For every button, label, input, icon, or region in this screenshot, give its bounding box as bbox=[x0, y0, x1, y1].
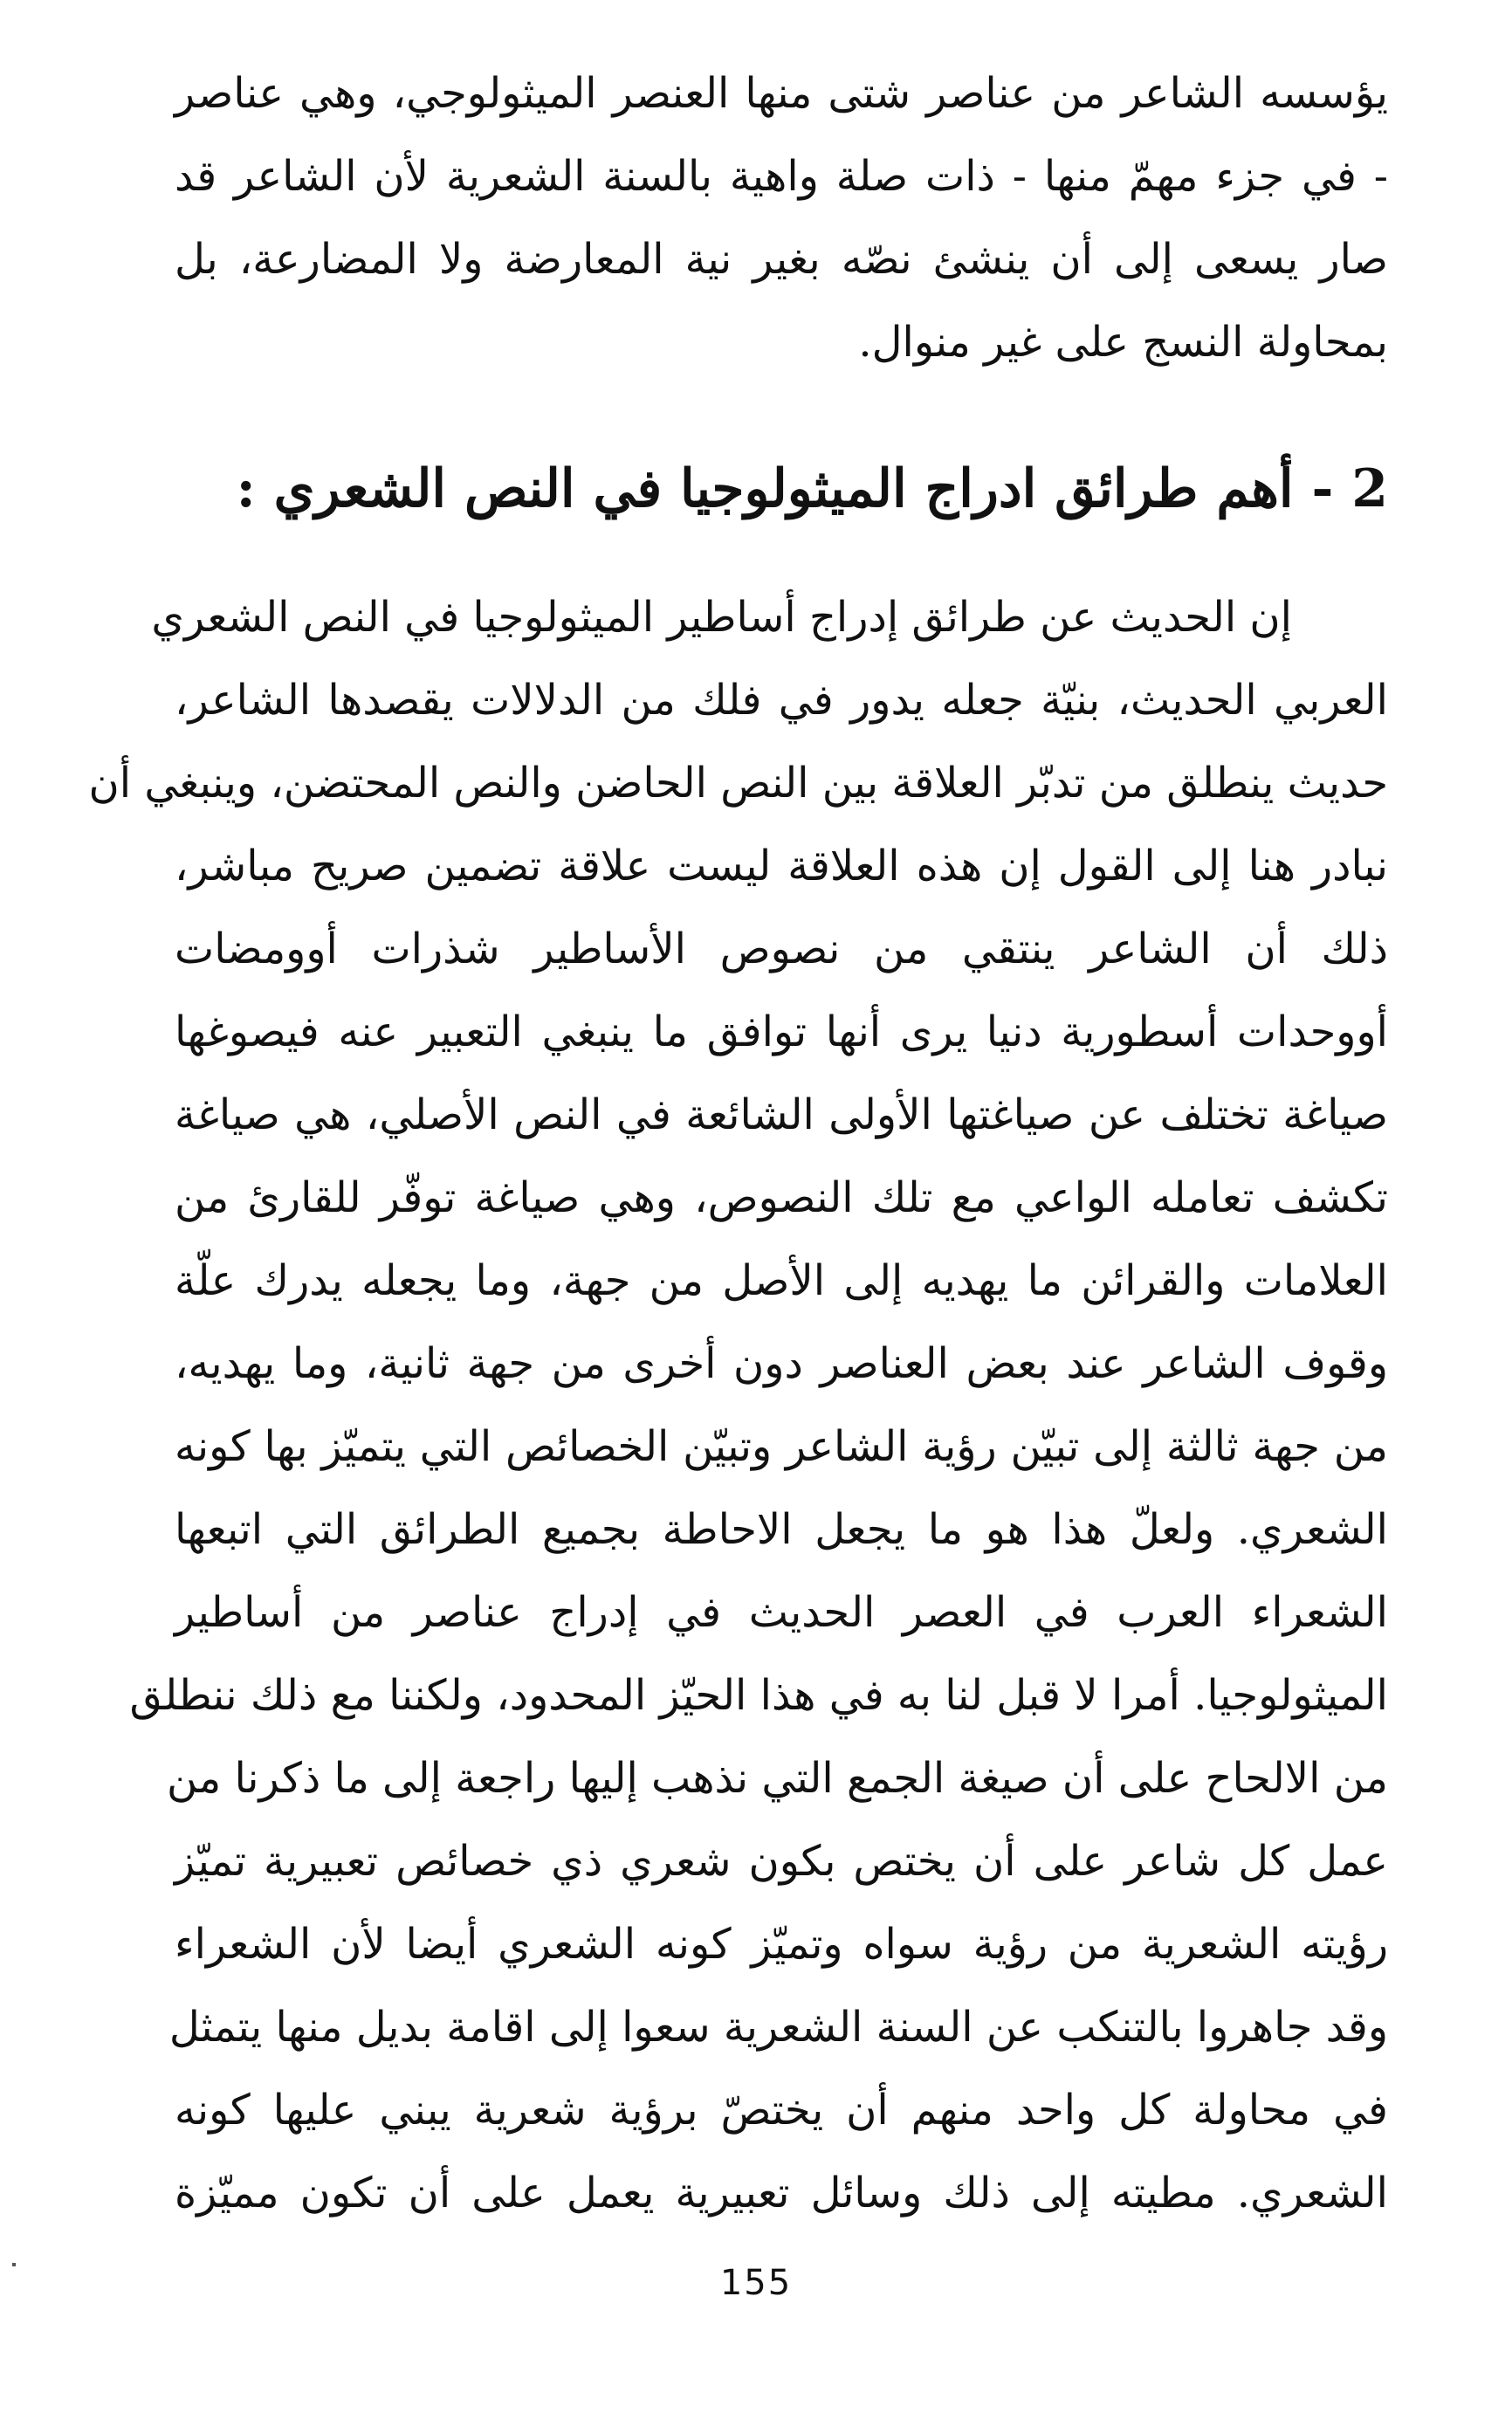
text-line: - في جزء مهمّ منها - ذات صلة واهية بالسنة الشعرية لأن الشاعر قد bbox=[175, 152, 1388, 201]
text-line: يؤسسه الشاعر من عناصر شتى منها العنصر الميثولوجي، وهي عناصر bbox=[175, 69, 1388, 118]
text-line: الشعراء العرب في العصر الحديث في إدراج عناصر من أساطير bbox=[175, 1588, 1388, 1637]
text-line: الشعري. ولعلّ هذا هو ما يجعل الاحاطة بجميع الطرائق التي اتبعها bbox=[175, 1505, 1389, 1554]
page-number: 155 bbox=[719, 2263, 793, 2303]
text-line: عمل كل شاعر على أن يختص بكون شعري ذي خصائص تعبيرية تميّز bbox=[175, 1837, 1388, 1886]
text-line: صياغة تختلف عن صياغتها الأولى الشائعة في النص الأصلي، هي صياغة bbox=[175, 1090, 1388, 1139]
text-line: أووحدات أسطورية دنيا يرى أنها توافق ما ينبغي التعبير عنه فيصوغها bbox=[175, 1007, 1389, 1056]
text-line: الشعري. مطيته إلى ذلك وسائل تعبيرية يعمل على أن تكون مميّزة bbox=[175, 2169, 1388, 2217]
text-line: من جهة ثالثة إلى تبيّن رؤية الشاعر وتبيّن الخصائص التي يتميّز بها كونه bbox=[175, 1422, 1388, 1471]
text-line: وقوف الشاعر عند بعض العناصر دون أخرى من جهة ثانية، وما يهديه، bbox=[175, 1339, 1389, 1388]
intro-paragraph bbox=[175, 52, 1388, 384]
text-line: نبادر هنا إلى القول إن هذه العلاقة ليست علاقة تضمين صريح مباشر، bbox=[175, 842, 1388, 890]
page-body bbox=[88, 52, 1389, 2235]
text-line: ذلك أن الشاعر ينتقي من نصوص الأساطير شذرات أوومضات bbox=[175, 925, 1388, 973]
text-line: رؤيته الشعرية من رؤية سواه وتميّز كونه الشعري أيضا لأن الشعراء bbox=[175, 1920, 1388, 1969]
text-line: وقد جاهروا بالتنكب عن السنة الشعرية سعوا إلى اقامة بديل منها يتمثل bbox=[168, 2003, 1388, 2052]
text-line: حديث ينطلق من تدبّر العلاقة بين النص الحاضن والنص المحتضن، وينبغي أن bbox=[88, 759, 1388, 808]
text-line: الميثولوجيا. أمرا لا قبل لنا به في هذا الحيّز المحدود، ولكننا مع ذلك ننطلق bbox=[129, 1671, 1388, 1720]
text-line: بمحاولة النسج على غير منوال. bbox=[858, 318, 1388, 367]
text-line: تكشف تعامله الواعي مع تلك النصوص، وهي صياغة توفّر للقارئ من bbox=[175, 1173, 1389, 1222]
text-line: إن الحديث عن طرائق إدراج أساطير الميثولوجيا في النص الشعري bbox=[151, 593, 1292, 642]
text-line: العربي الحديث، بنيّة جعله يدور في فلك من الدلالات يقصدها الشاعر، bbox=[175, 676, 1388, 725]
text-line: صار يسعى إلى أن ينشئ نصّه بغير نية المعارضة ولا المضارعة، بل bbox=[175, 235, 1389, 284]
text-line: في محاولة كل واحد منهم أن يختصّ برؤية شعرية يبني عليها كونه bbox=[175, 2086, 1388, 2135]
body-paragraph bbox=[88, 576, 1389, 2235]
section-heading: 2 - أهم طرائق ادراج الميثولوجيا في النص الشعري : bbox=[236, 458, 1388, 519]
text-line: من الالحاح على أن صيغة الجمع التي نذهب إليها راجعة إلى ما ذكرنا من bbox=[166, 1754, 1388, 1803]
text-line: العلامات والقرائن ما يهديه إلى الأصل من جهة، وما يجعله يدرك علّة bbox=[175, 1256, 1388, 1305]
